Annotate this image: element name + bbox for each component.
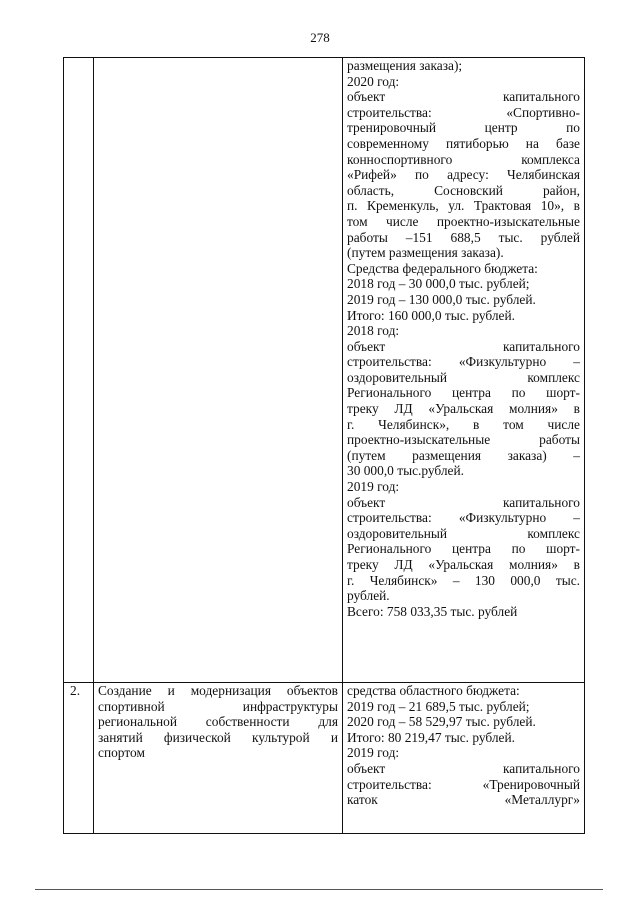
table-row xyxy=(64,58,585,683)
footer-rule xyxy=(35,889,603,890)
row-number-cell xyxy=(64,58,94,683)
text-line: рублей. xyxy=(347,588,390,604)
text-line: объект капитального xyxy=(347,760,580,776)
text-line: «Рифей» по адресу: Челябинская xyxy=(347,167,580,183)
text-line: 2019 год – 21 689,5 тыс. рублей; xyxy=(347,698,530,714)
text-line: Регионального центра по шорт- xyxy=(347,541,580,557)
text-line: каток «Металлург» xyxy=(347,792,580,808)
text-line: 2019 год: xyxy=(347,745,400,761)
text-line: (путем размещения заказа) – xyxy=(347,447,580,463)
text-line: строительства: «Физкультурно – xyxy=(347,354,580,370)
text-line: треку ЛД «Уральская молния» в xyxy=(347,557,580,572)
text-line: конноспортивного комплекса xyxy=(347,151,580,167)
text-line: средства областного бюджета: xyxy=(347,683,520,698)
text-line: объект капитального xyxy=(347,89,580,105)
text-line: региональной собственности для xyxy=(98,714,338,730)
text-line: Регионального центра по шорт- xyxy=(347,385,580,401)
text-line: объект капитального xyxy=(347,494,580,510)
text-line: Всего: 758 033,35 тыс. рублей xyxy=(347,603,518,619)
funding-text xyxy=(347,683,580,808)
text-line: размещения заказа); xyxy=(347,58,463,73)
text-line: 2018 год – 30 000,0 тыс. рублей; xyxy=(347,276,530,292)
text-line: треку ЛД «Уральская молния» в xyxy=(347,401,580,417)
event-name-text xyxy=(98,683,338,761)
text-line: современному пятиборью на базе xyxy=(347,135,580,151)
text-line: Итого: 80 219,47 тыс. рублей. xyxy=(347,729,516,745)
text-line: проектно-изыскательные работы xyxy=(347,432,580,448)
funding-details-cell xyxy=(343,683,585,834)
text-line: 30 000,0 тыс.рублей. xyxy=(347,463,465,479)
text-line: объект капитального xyxy=(347,338,580,354)
row-number-cell: 2. xyxy=(64,683,94,834)
text-line: Создание и модернизация объектов xyxy=(98,683,338,698)
text-line: строительства: «Физкультурно – xyxy=(347,510,580,526)
text-line: 2018 год: xyxy=(347,323,400,339)
text-line: 2020 год – 58 529,97 тыс. рублей. xyxy=(347,714,536,730)
text-line: (путем размещения заказа). xyxy=(347,245,504,261)
text-line: работы –151 688,5 тыс. рублей xyxy=(347,229,580,245)
text-line: том числе проектно-изыскательные xyxy=(347,213,580,229)
text-line: 2020 год: xyxy=(347,73,400,89)
text-line: тренировочный центр по xyxy=(347,120,580,136)
text-line: занятий физической культурой и xyxy=(98,729,338,745)
text-line: Средства федерального бюджета: xyxy=(347,260,538,276)
text-line: г. Челябинск» – 130 000,0 тыс. xyxy=(347,572,580,588)
text-line: 2019 год: xyxy=(347,479,400,495)
text-line: область, Сосновский район, xyxy=(347,182,580,198)
text-line: спортивной инфраструктуры xyxy=(98,698,338,714)
text-line: Итого: 160 000,0 тыс. рублей. xyxy=(347,307,516,323)
text-line: 2019 год – 130 000,0 тыс. рублей. xyxy=(347,291,536,307)
text-line: г. Челябинск», в том числе xyxy=(347,416,580,432)
text-line: п. Кременкуль, ул. Трактовая 10», в xyxy=(347,198,580,214)
text-line: спортом xyxy=(98,745,145,761)
row-name-cell xyxy=(94,683,343,834)
funding-details-cell xyxy=(343,58,585,683)
row-name-cell xyxy=(94,58,343,683)
page-number: 278 xyxy=(310,30,330,45)
text-line: строительства: «Тренировочный xyxy=(347,776,580,792)
text-line: оздоровительный комплекс xyxy=(347,525,580,541)
table-row xyxy=(64,683,585,834)
text-line: строительства: «Спортивно- xyxy=(347,104,580,120)
program-table xyxy=(63,57,585,834)
text-line: оздоровительный комплекс xyxy=(347,369,580,385)
funding-text xyxy=(347,58,580,619)
